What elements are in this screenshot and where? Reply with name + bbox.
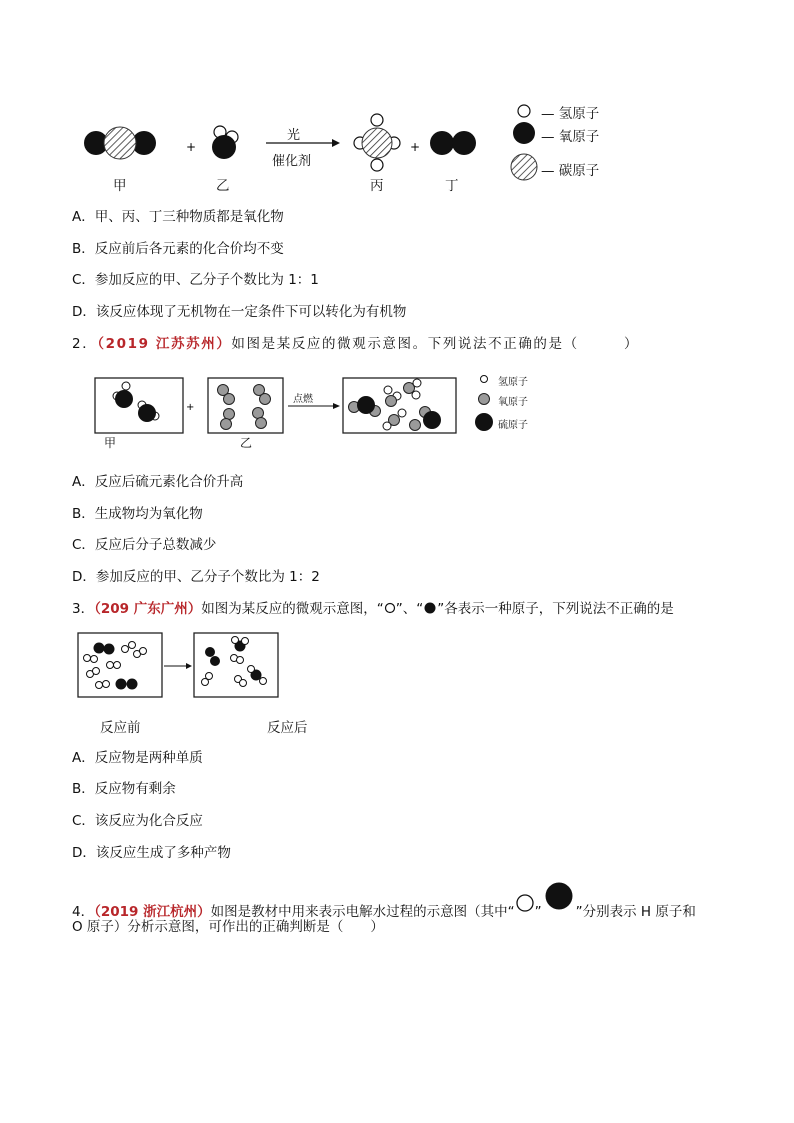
- label-bing: 丙: [370, 178, 384, 194]
- q3-option-d: D．该反应生成了多种产物: [72, 845, 231, 861]
- q2-question: 如图是某反应的微观示意图。下列说法不正确的是（ ）: [231, 336, 640, 352]
- q4-stem-part-a: 如图是教材中用来表示电解水过程的示意图（其中“: [210, 904, 515, 920]
- q4-stem-line2: O 原子）分析示意图，可作出的正确判断是（ ）: [72, 919, 384, 935]
- q4-source: （2019 浙江杭州）: [94, 904, 211, 920]
- label-after-reaction: 反应后: [267, 720, 308, 736]
- hydrogen-atom-icon: [518, 105, 530, 117]
- q3-option-b: B．反应物有剩余: [72, 781, 176, 797]
- oxygen-atom-icon: [542, 882, 576, 912]
- q3-number: 3．: [72, 601, 95, 617]
- q3-stem-part-c: ”各表示一种原子，下列说法不正确的是: [437, 601, 674, 617]
- carbon-atom-icon: [511, 154, 537, 180]
- arrow-condition-top: 光: [287, 128, 301, 143]
- label-ding: 丁: [445, 178, 459, 194]
- q3-stem: [72, 600, 674, 618]
- legend-oxygen: — 氧原子: [541, 129, 600, 145]
- arrow-condition: 点燃: [293, 394, 313, 405]
- label-before-reaction: 反应前: [100, 720, 141, 736]
- hydrogen-atom-icon: [481, 376, 488, 383]
- q1-option-d: D．该反应体现了无机物在一定条件下可以转化为有机物: [72, 304, 407, 320]
- q2-option-a: A．反应后硫元素化合价升高: [72, 474, 244, 490]
- q2-number: 2．: [72, 336, 98, 352]
- sulfur-atom-icon: [475, 413, 493, 431]
- hydrogen-atom-icon: [515, 892, 535, 914]
- molecule-bing-ch4: [354, 114, 400, 171]
- q3-stem-part-b: ”、“: [395, 601, 424, 617]
- plus-sign: +: [410, 140, 421, 154]
- q2-option-d: D．参加反应的甲、乙分子个数比为 1：2: [72, 569, 320, 585]
- legend-hydrogen: — 氢原子: [541, 106, 600, 122]
- molecule-yi-h2o: [212, 126, 238, 159]
- white-atom-icon: [384, 602, 396, 614]
- reaction-arrow: [266, 139, 340, 147]
- label-yi: 乙: [216, 178, 230, 194]
- plus-sign: +: [186, 140, 197, 154]
- q3-option-a: A．反应物是两种单质: [72, 750, 203, 766]
- label-jia: 甲: [113, 178, 127, 194]
- molecule-jia-co2: [84, 127, 156, 159]
- q2-reaction-diagram: [90, 368, 560, 453]
- oxygen-atom-icon: [479, 394, 490, 405]
- q4-stem-part-b: ”: [534, 904, 542, 920]
- q2-stem: [72, 335, 639, 353]
- q2-source: （2019 江苏苏州）: [97, 336, 232, 352]
- q1-option-c: C．参加反应的甲、乙分子个数比为 1：1: [72, 272, 319, 288]
- legend-sulfur: 硫原子: [498, 420, 528, 431]
- label-jia: 甲: [104, 436, 117, 450]
- q2-option-b: B．生成物均为氧化物: [72, 506, 203, 522]
- q1-option-a: A．甲、丙、丁三种物质都是氧化物: [72, 209, 284, 225]
- label-yi: 乙: [240, 436, 253, 450]
- q1-option-b: B．反应前后各元素的化合价均不变: [72, 241, 284, 257]
- arrow-condition-bottom: 催化剂: [272, 154, 312, 169]
- q4-number: 4．: [72, 904, 95, 920]
- legend-oxygen: 氧原子: [498, 397, 528, 408]
- plus-sign: +: [186, 402, 195, 413]
- q2-option-c: C．反应后分子总数减少: [72, 537, 217, 553]
- q3-stem-part-a: 如图为某反应的微观示意图，“: [201, 601, 384, 617]
- black-atom-icon: [423, 602, 437, 614]
- legend-carbon: — 碳原子: [541, 163, 600, 179]
- legend-hydrogen: 氢原子: [498, 377, 528, 388]
- q3-reaction-diagram: [74, 628, 284, 703]
- q3-source: （209 广东广州）: [94, 601, 202, 617]
- reaction-arrow: [164, 663, 192, 669]
- q3-option-c: C．该反应为化合反应: [72, 813, 203, 829]
- q4-stem-part-c: ”分别表示 H 原子和: [575, 904, 696, 920]
- oxygen-atom-icon: [513, 122, 535, 144]
- molecule-ding-o2: [430, 131, 476, 155]
